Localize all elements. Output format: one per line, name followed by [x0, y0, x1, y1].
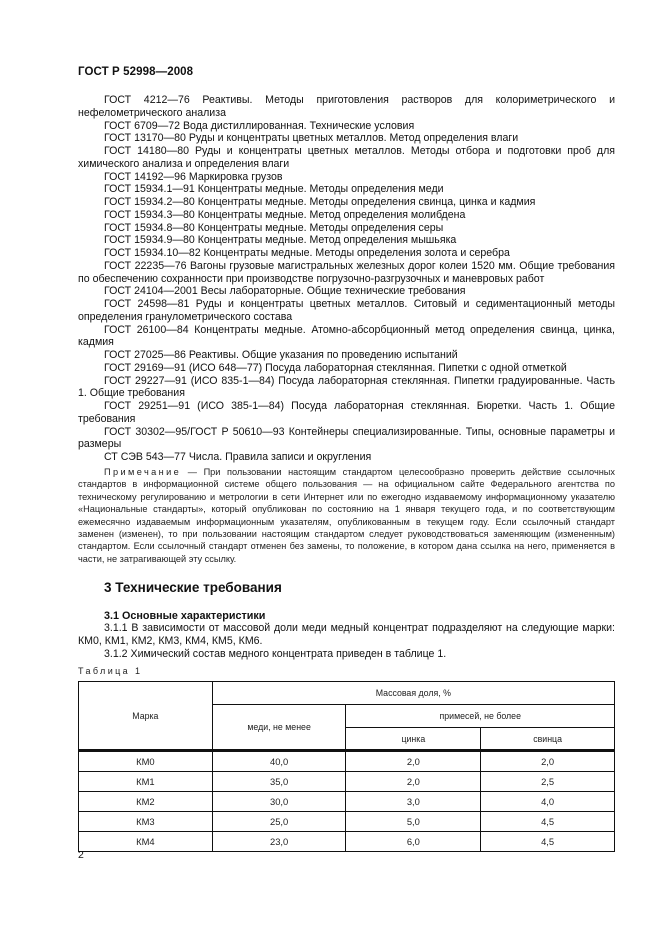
- note-text: — При пользовании настоящим стандартом целесообразно проверить действие ссылочных стандартов в информационной системе общего пользования — на официальном сайте Федерального агентства по техническому регулированию и метрологии в сети Интернет или по ежегодно издаваемому информационному указателю «Национальные стандарты», который опубликован по состоянию на 1 января текущего года, и по соответствующим ежемесячно издаваемым информационным указателям, опубликованным в текущем году. Если ссылочный стандарт заменен (изменен), то при пользовании настоящим стандартом следует руководствоваться заменяющим (измененным) стандартом. Если ссылочный стандарт отменен без замены, то положение, в котором дана ссылка на него, применяется в части, не затрагивающей эту ссылку.: [78, 467, 615, 564]
- cell-zinc: 2,0: [346, 772, 481, 792]
- header-mark: Марка: [79, 682, 213, 751]
- reference-item: ГОСТ 29169—91 (ИСО 648—77) Посуда лабораторная стеклянная. Пипетки с одной отметкой: [104, 361, 567, 374]
- header-impurities: примесей, не более: [346, 705, 615, 728]
- paragraph-3-1-2: 3.1.2 Химический состав медного концентрата приведен в таблице 1.: [104, 647, 447, 660]
- cell-mark: КМ0: [79, 751, 213, 772]
- reference-item: ГОСТ 15934.9—80 Концентраты медные. Метод определения мышьяка: [104, 234, 457, 247]
- cell-copper: 30,0: [212, 792, 346, 812]
- cell-zinc: 2,0: [346, 751, 481, 772]
- page-number: 2: [78, 849, 84, 861]
- section-3-heading: 3 Технические требования: [104, 580, 282, 595]
- cell-lead: 4,5: [481, 832, 615, 852]
- table-1-chemical-composition: [78, 681, 615, 852]
- table-row: [79, 792, 615, 812]
- cell-zinc: 5,0: [346, 812, 481, 832]
- cell-lead: 4,0: [481, 792, 615, 812]
- cell-zinc: 6,0: [346, 832, 481, 852]
- cell-mark: КМ4: [79, 832, 213, 852]
- table-row: [79, 751, 615, 772]
- cell-mark: КМ3: [79, 812, 213, 832]
- reference-item: ГОСТ 15934.8—80 Концентраты медные. Методы определения серы: [104, 221, 444, 234]
- subsection-3-1-heading: 3.1 Основные характеристики: [104, 610, 266, 622]
- note-label: Примечание: [104, 467, 182, 477]
- reference-item: ГОСТ 15934.10—82 Концентраты медные. Методы определения золота и серебра: [104, 247, 510, 259]
- reference-item: ГОСТ 22235—76 Вагоны грузовые магистральных железных дорог колеи 1520 мм. Общие требования по обеспечению сохранности при производстве погрузочно-разгрузочных и маневровых работ: [78, 259, 615, 285]
- cell-mark: КМ2: [79, 792, 213, 812]
- reference-item: ГОСТ 14192—96 Маркировка грузов: [104, 170, 283, 183]
- cell-mark: КМ1: [79, 772, 213, 792]
- reference-item: ГОСТ 15934.2—80 Концентраты медные. Методы определения свинца, цинка и кадмия: [104, 196, 536, 208]
- normative-references-list: [78, 94, 615, 464]
- reference-item: ГОСТ 24104—2001 Весы лабораторные. Общие технические требования: [104, 285, 466, 298]
- paragraph-3-1-1: 3.1.1 В зависимости от массовой доли меди медный концентрат подразделяют на следующие марки: КМ0, КМ1, КМ2, КМ3, КМ4, КМ5, КМ6.: [78, 622, 615, 647]
- reference-item: ГОСТ 6709—72 Вода дистиллированная. Технические условия: [104, 119, 415, 132]
- cell-copper: 23,0: [212, 832, 346, 852]
- reference-item: ГОСТ 24598—81 Руды и концентраты цветных металлов. Ситовый и седиментационный методы определения гранулометрического состава: [78, 298, 615, 323]
- reference-item: ГОСТ 30302—95/ГОСТ Р 50610—93 Контейнеры специализированные. Типы, основные параметры и размеры: [78, 425, 615, 451]
- header-lead: свинца: [481, 728, 615, 751]
- cell-copper: 25,0: [212, 812, 346, 832]
- reference-item: ГОСТ 27025—86 Реактивы. Общие указания по проведению испытаний: [104, 349, 458, 361]
- reference-item: СТ СЭВ 543—77 Числа. Правила записи и округления: [104, 451, 372, 463]
- reference-item: ГОСТ 29227—91 (ИСО 835-1—84) Посуда лабораторная стеклянная. Пипетки градуированные. Часть 1. Общие требования: [78, 374, 615, 400]
- document-id-header: ГОСТ Р 52998—2008: [78, 66, 194, 78]
- note-paragraph: [78, 466, 615, 565]
- header-copper: меди, не менее: [212, 705, 346, 751]
- cell-lead: 4,5: [481, 812, 615, 832]
- table-row: [79, 832, 615, 852]
- section-3-paragraphs: [78, 622, 615, 660]
- table-row: [79, 772, 615, 792]
- cell-zinc: 3,0: [346, 792, 481, 812]
- reference-item: ГОСТ 29251—91 (ИСО 385-1—84) Посуда лабораторная стеклянная. Бюретки. Часть 1. Общие требования: [78, 400, 615, 425]
- reference-item: ГОСТ 14180—80 Руды и концентраты цветных металлов. Методы отбора и подготовки проб для химического анализа и определения влаги: [78, 145, 615, 170]
- table-row: [79, 812, 615, 832]
- table-caption: Таблица 1: [78, 666, 143, 676]
- reference-item: ГОСТ 13170—80 Руды и концентраты цветных металлов. Метод определения влаги: [104, 132, 519, 145]
- reference-item: ГОСТ 26100—84 Концентраты медные. Атомно-абсорбционный метод определения свинца, цинка, кадмия: [78, 323, 615, 349]
- reference-item: ГОСТ 15934.3—80 Концентраты медные. Метод определения молибдена: [104, 208, 466, 221]
- cell-lead: 2,0: [481, 751, 615, 772]
- header-zinc: цинка: [346, 728, 481, 751]
- cell-copper: 40,0: [212, 751, 346, 772]
- cell-lead: 2,5: [481, 772, 615, 792]
- reference-item: ГОСТ 4212—76 Реактивы. Методы приготовления растворов для колориметрического и нефелометрического анализа: [78, 94, 615, 119]
- cell-copper: 35,0: [212, 772, 346, 792]
- header-mass-fraction: Массовая доля, %: [212, 682, 614, 705]
- reference-item: ГОСТ 15934.1—91 Концентраты медные. Методы определения меди: [104, 183, 444, 196]
